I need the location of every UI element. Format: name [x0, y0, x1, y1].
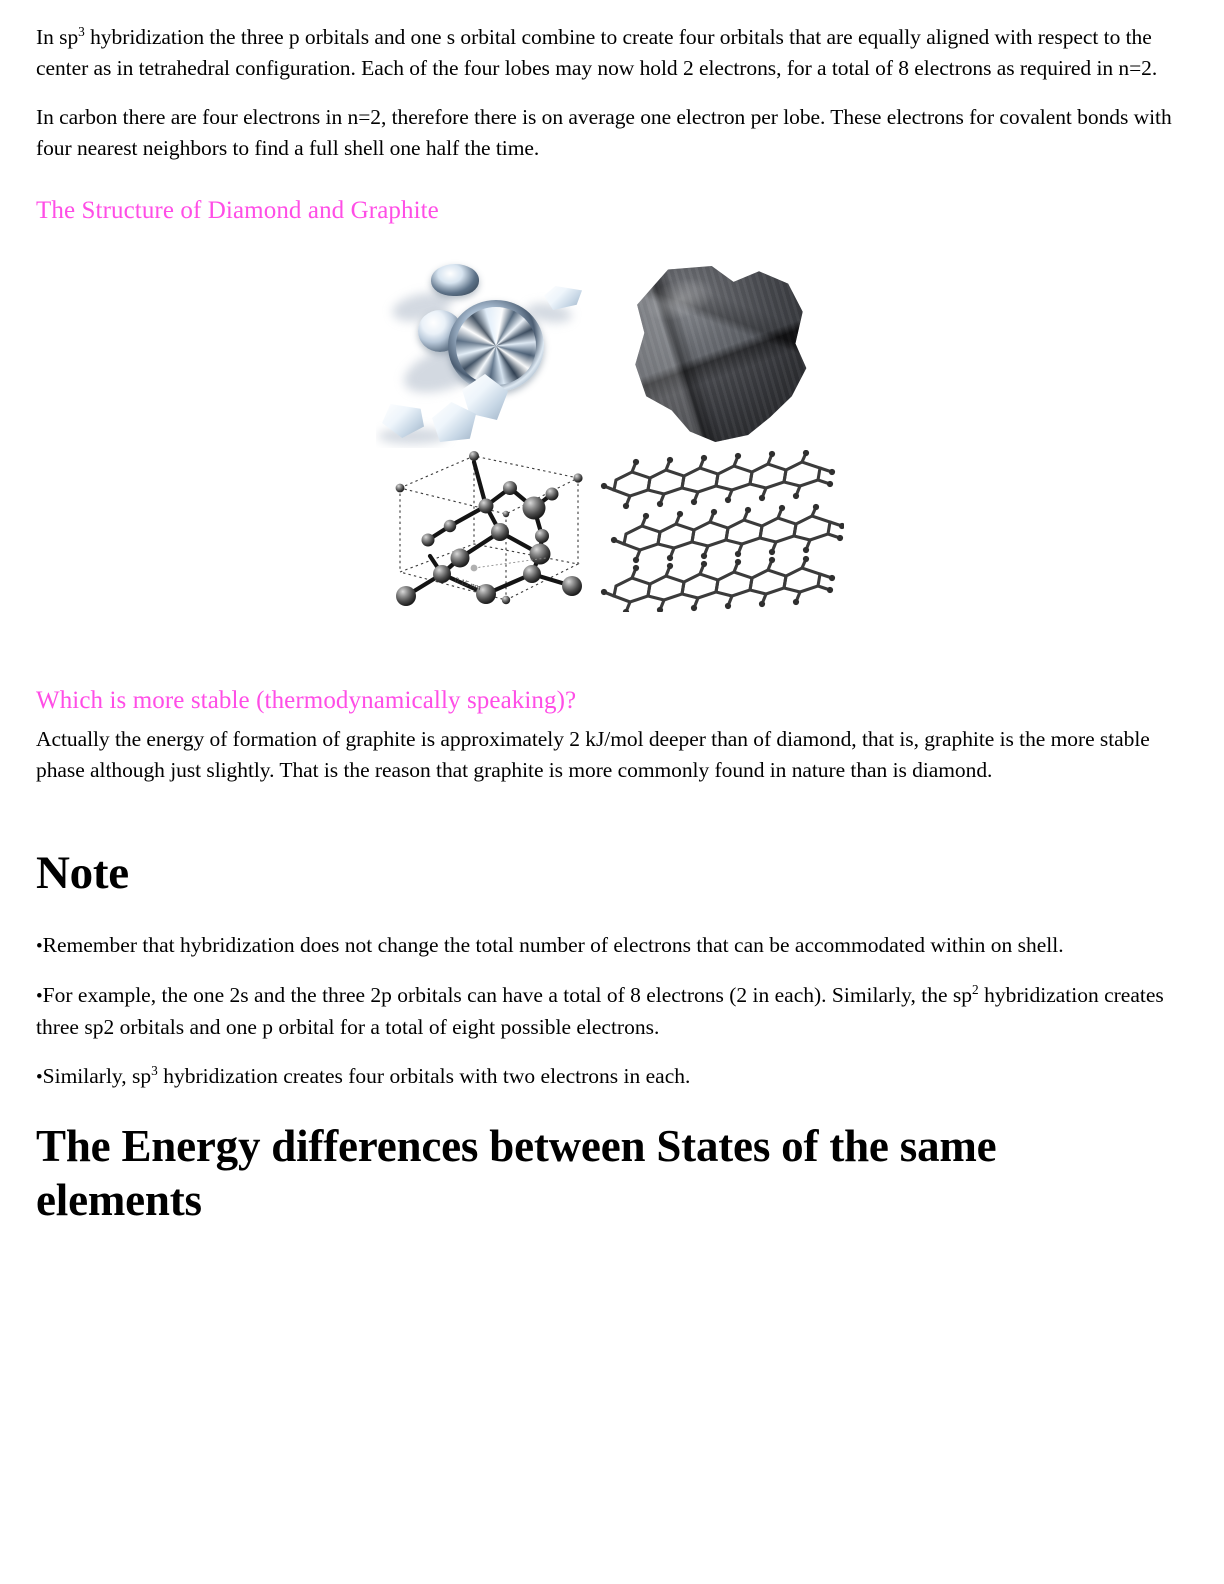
heading-which-is-more-stable: Which is more stable (thermodynamically speaking)? — [36, 687, 577, 714]
bullet-marker: • — [36, 936, 43, 957]
heading-structure-of-diamond-and-graphite: The Structure of Diamond and Graphite — [36, 197, 439, 224]
paragraph-stability-body: Actually the energy of formation of graphite is approximately 2 kJ/mol deeper than of diamond, that is, graphite is the more stable phase although just slightly. That is the reason that graphite is more commonly found in nature than is diamond. — [36, 727, 1150, 782]
graphene-layer-middle — [611, 504, 844, 563]
graphene-layer-top — [601, 450, 835, 509]
note-bullet-2-pre: For example, the one 2s and the three 2p orbitals can have a total of 8 electrons (2 in each). Similarly, the sp — [42, 983, 973, 1007]
paragraph-sp3-post: hybridization the three p orbitals and one s orbital combine to create four orbitals that are equally aligned with respect to the center as in tetrahedral configuration. Each of the four lobes may now hold 2 electrons, for a total of 8 electrons as required in n=2. — [36, 25, 1158, 80]
bullet-marker: • — [36, 1067, 43, 1088]
figure-container — [36, 252, 1182, 614]
paragraph-carbon-electrons: In carbon there are four electrons in n=2, therefore there is on average one electron per lobe. These electrons for covalent bonds with four nearest neighbors to find a full shell one half the time. — [36, 105, 1172, 160]
graphite-rock-photo — [612, 258, 824, 448]
graphite-rock-shape — [628, 266, 810, 442]
graphite-layers-diagram — [596, 450, 844, 612]
diamond-gemstones-photo — [376, 252, 588, 448]
heading-note: Note — [36, 847, 129, 899]
bond-length-label: 0.15 nm — [453, 575, 482, 593]
note-bullet-1-pre: Remember that hybridization does not change the total number of electrons that can be accommodated within on shell. — [42, 933, 1064, 957]
note-bullet-1 — [36, 930, 1182, 962]
graphene-layer-bottom — [601, 556, 835, 612]
note-bullet-list — [36, 930, 1182, 1093]
graphene-sheets-svg — [596, 450, 844, 612]
heading-energy-differences: The Energy differences between States of the same elements — [36, 1121, 997, 1225]
superscript-3: 3 — [151, 1062, 158, 1078]
superscript-3: 3 — [78, 23, 85, 39]
note-bullet-2-post: hybridization creates three sp2 orbitals and one p orbital for a total of eight possible electrons. — [36, 983, 1164, 1039]
section-structure — [36, 196, 1182, 614]
bullet-marker: • — [36, 986, 43, 1007]
section-stability — [36, 686, 1182, 786]
section-note — [36, 846, 1182, 1093]
note-bullet-3-pre: Similarly, sp — [42, 1064, 152, 1088]
diamond-graphite-figure — [374, 252, 844, 614]
diamond-unit-cell-diagram — [382, 448, 594, 614]
small-diamond — [431, 264, 479, 296]
large-diamond — [448, 300, 544, 392]
superscript-2: 2 — [972, 981, 979, 997]
paragraph-sp3-intro — [36, 22, 1182, 84]
note-bullet-3 — [36, 1061, 1182, 1093]
paragraph-sp3-pre: In sp — [36, 25, 79, 49]
document-content — [36, 22, 1182, 1227]
note-bullet-3-post: hybridization creates four orbitals with two electrons in each. — [157, 1064, 691, 1088]
note-bullet-2 — [36, 980, 1182, 1043]
unit-cell-svg — [382, 448, 594, 614]
